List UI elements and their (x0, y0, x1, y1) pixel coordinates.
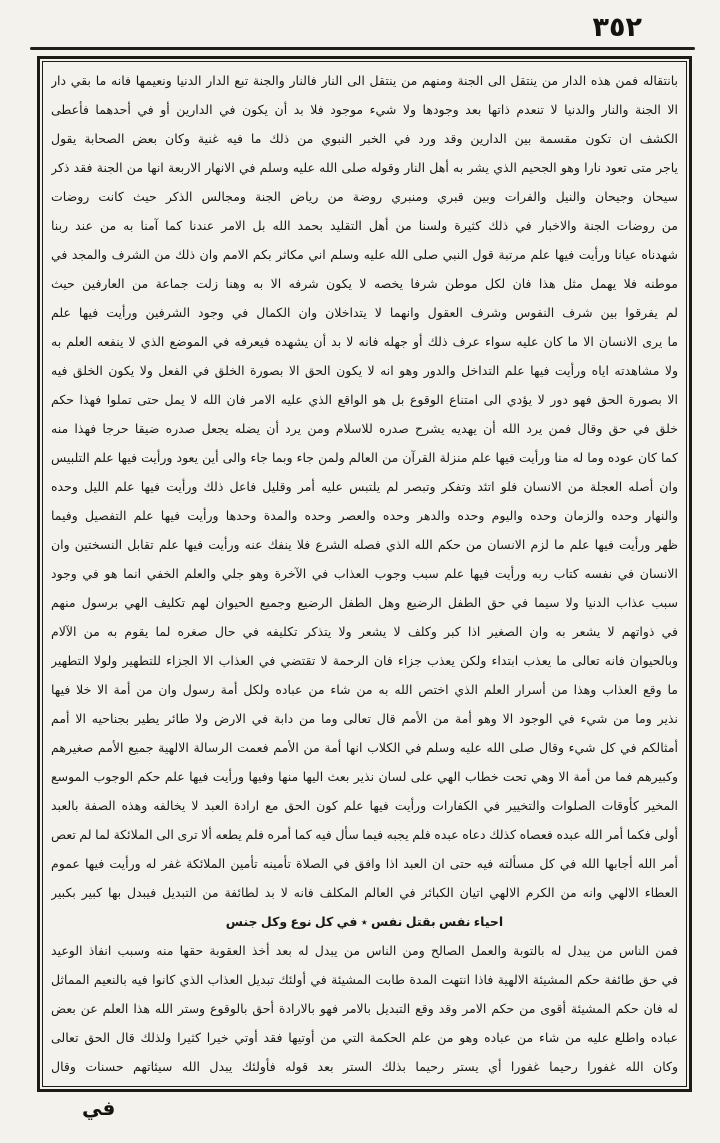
text-line: ولا مشاهدته اياه ورأيت فيها علم التداخل والدور وهو انه لا يكون الحق الا بصورة الخلق في الفعل ولا يكون الخلق فيه (51, 363, 678, 378)
text-line: شهدناه عيانا ورأيت فيها علم مرتبة قول النبي صلى الله عليه وسلم اني مكاثر بكم الامم وان ذلك من الشرف والمجد في (51, 247, 678, 262)
text-line: نذير وما من شيء في الوجود الا وهو أمة من الأمم قال تعالى وما من دابة في الارض ولا طائر يطير بجناحيه الا أمم (51, 711, 678, 726)
text-line: العطاء الالهي وانه من الكرم الالهي اتيان الكبائر في العالم المكلف فانه لا بد لطائفة من التبديل فيبدل بها كبير بكبير (51, 885, 678, 900)
text-line: موطنه فلا يهمل مثل هذا فان لكل موطن شرفا يخصه لا يكون شرفه الا به وهنا زلت جماعة من العارفين حيث (51, 276, 678, 291)
text-block (51, 66, 678, 1082)
text-line: وان أصله العجلة من الانسان فلو اتئد وتفكر وتبصر لم يلتبس عليه أمر وقليل فاعل ذلك ورأيت فيها علم الليل وحده (51, 479, 678, 494)
text-line: ظهر ورأيت فيها علم ما لزم الانسان من حكم الله الذي فصله الشرع فلا ينفك عنه ورأيت فيها علم تقابل النسختين وان (51, 537, 678, 552)
text-line: والنهار وحده والزمان وحده واليوم وحده والدهر وحده والعصر وحده والمدة وحدها ورأيت فيها علم التفصيل وفيما (51, 508, 678, 523)
text-line: ما وقع العذاب وهذا من أسرار العلم الذي اختص الله به من شاء من عباده ولكل أمة رسول وان من أمة الا خلا فيها (51, 682, 678, 697)
text-line: وكبيرهم فما من أمة الا وهي تحت خطاب الهي على لسان نذير بعث اليها منها وفيها ورأيت فيها علم حكم الوجوب الموسع (51, 769, 678, 784)
text-line: بانتقاله فمن هذه الدار من ينتقل الى الجنة ومنهم من ينتقل الى النار فالنار والجنة تبع الدار الدنيا ونعيمها فانه ما بقي دار (51, 73, 678, 88)
text-line: في ذواتهم لا يشعر به وان الصغير اذا كبر وكلف لا يشعر ولا يتذكر تكليفه في حال صغره لما يقوم به من الآلام (51, 624, 678, 639)
text-line: أمر الله أجابها الله في كل مسألته فيه حتى ان العبد اذا وافق في الصلاة تأمينه تأمين الملائكة غفر له ورأيت فيها عموم (51, 856, 678, 871)
text-line: عباده واطلع عليه من شاء من عباده وهو من علم الحكمة التي من أوتيها فقد أوتي خيرا كثيرا ولذلك قال الحق تعالى (51, 1030, 678, 1045)
verse-line: احياء نفس بقتل نفس ٭ في كل نوع وكل جنس (225, 914, 504, 929)
text-line: ياجر متى تعود نارا وهو الجحيم الذي يشر به أهل النار وقوله صلى الله عليه وسلم في الانهار الاربعة انها من الجنة فقد ذكر (51, 160, 678, 175)
text-line: فمن الناس من يبدل له بالتوبة والعمل الصالح ومن الناس من يبدل له بعد أخذ العقوبة حقها منه وسبب انفاذ الوعيد (51, 943, 678, 958)
text-line: الا بصورة الحق فهو دور لا يؤدي الى امتناع الوقوع بل هو الواقع الذي عليه الامر فان الله لا يمل حتى تملوا فهذا حكم (51, 392, 678, 407)
text-line: من روضات الجنة والاخبار في ذلك كثيرة ولسنا من أهل التقليد بحمد الله بل الامر عندنا كما آمنا به من عند ربنا (51, 218, 678, 233)
text-line: كما كان عوده وما له منا ورأيت فيها علم منزلة القرآن من العالم ولمن جاء وبما جاء والى أين يعود ورأيت فيها علم التلبيس (51, 450, 678, 465)
text-line: لم يفرقوا بين شرف النفوس وشرف العقول وانهما لا يتداخلان وان الكمال في وجود الشرفين ورأيت فيها علم (51, 305, 678, 320)
text-line: الانسان في نفسه كتاب ربه ورأيت فيها علم سبب وجوب العذاب في الآخرة وهو جلي والعلم الخفي انما هو في وجود (51, 566, 678, 581)
text-frame-inner-border (42, 61, 687, 1087)
text-line: وبالحيوان فانه تعالى ما يعذب ابتداء ولكن يعذب جزاء فان الرحمة لا تقتضي في العذاب الا الجزاء للتطهير ولولا التطهير (51, 653, 678, 668)
text-frame (37, 56, 692, 1092)
page-number: ٣٥٢ (592, 12, 642, 43)
text-line: الكشف ان تكون مقسمة بين الدارين وقد ورد في الخبر النبوي من ذلك ما فيه غنية وكان بعض الصحابة يقول (51, 131, 678, 146)
text-line: خلق في حق وقال فمن يرد الله أن يهديه يشرح صدره للاسلام ومن يرد أن يضله يجعل صدره ضيقا حرجا فهذا منه (51, 421, 678, 436)
text-line: الا الجنة والنار والدنيا لا تنعدم ذاتها بعد وجودها ولا شيء موجود فلا بد أن يكون في الدارين أو في أحدهما فأعطى (51, 102, 678, 117)
catchword: في (82, 1096, 116, 1120)
text-line: ما يرى الانسان الا ما كان عليه سواء عرف ذلك أو جهله فانه لا بد أن يشهده فيعرفه في الموضع الذي لا ينفعه العلم به (51, 334, 678, 349)
text-line: المخير كأوقات الصلوات والتخيير في الكفارات ورأيت فيها علم كون الحق مع ارادة العبد لا يخالفه وهذه الصفة بالعبد (51, 798, 678, 813)
text-line: سبب عذاب الدنيا ولا سيما في حق الطفل الرضيع وهل الطفل الرضيع وجميع الحيوان لهم تكليف الهي برسول منهم (51, 595, 678, 610)
header-rule (30, 47, 695, 50)
text-line: له فان حكم المشيئة أقوى من حكم الامر وقد وقع التبديل بالامر فهو بالارادة أحق بالوقوع وستر الله هذا العلم عن بعض (51, 1001, 678, 1016)
text-line: سيحان وجيحان والنيل والفرات وبين قبري ومنبري روضة من رياض الجنة ومجالس الذكر حيث كانت روضات (51, 189, 678, 204)
text-line: أولى فكما أمر الله عبده فعصاه كذلك دعاه عبده فلم يجبه فيما سأل فيه كما أمره فلم يطعه ألا ترى الى الملائكة لما لم تعص (51, 827, 678, 842)
text-line: وكان الله غفورا رحيما غفورا أي يستر رحيما بذلك الستر بعد قوله فأولئك يبدل الله سيئاتهم حسنات وقال (51, 1059, 678, 1074)
text-line: في حق طائفة حكم المشيئة الالهية فاذا انتهت المدة طابت المشيئة في أولئك تبديل العذاب الذي كانوا فيه بالنعيم المماثل (51, 972, 678, 987)
text-line: أمثالكم في كل شيء وقال صلى الله عليه وسلم في الكلاب انها أمة من الأمم فعمت الرسالة الالهية جميع الأمم صغيرهم (51, 740, 678, 755)
